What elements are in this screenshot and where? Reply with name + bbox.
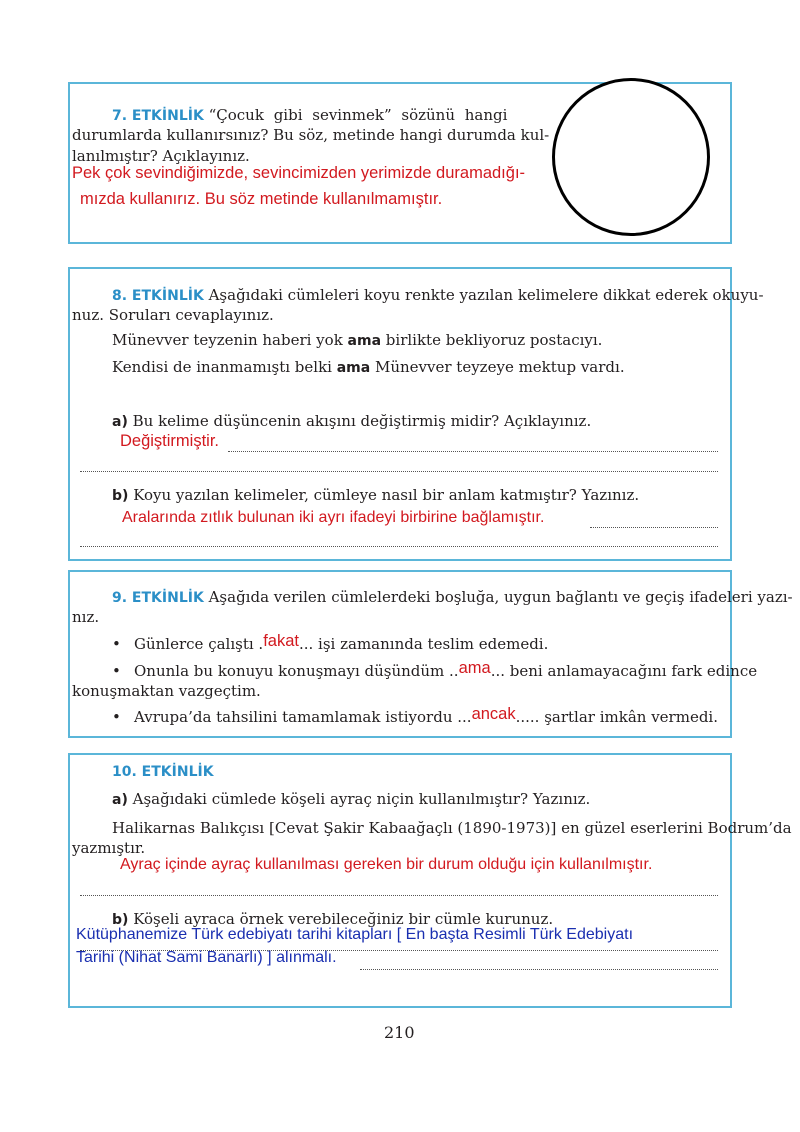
activity-9-bullet1: • Günlerce çalıştı .fakat... işi zamanında teslim edemedi. (112, 632, 549, 653)
activity-7-answer-line1: Pek çok sevindiğimizde, sevincimizden yerimizde duramadığı- (72, 164, 526, 182)
answer-line (228, 451, 718, 452)
bold-word-ama: ama (347, 333, 382, 349)
activity-10-number: 10. ETKİNLİK (112, 764, 214, 780)
activity-7-answer-line2: mızda kullanırız. Bu söz metinde kullanılmamıştır. (80, 190, 443, 208)
activity-7-line2: durumlarda kullanırsınız? Bu söz, metinde hangi durumda kul- (72, 126, 550, 144)
activity-7-line3: lanılmıştır? Açıklayınız. (72, 147, 250, 165)
fill-answer-ancak: ancak (471, 705, 516, 723)
activity-9-intro1: 9. ETKİNLİK Aşağıda verilen cümlelerdeki boşluğa, uygun bağlantı ve geçiş ifadeleri yazı- (112, 588, 793, 606)
activity-8-number: 8. ETKİNLİK (112, 288, 204, 304)
activity-9-bullet2: • Onunla bu konuyu konuşmayı düşündüm ..ama... beni anlamayacağını fark edince (112, 659, 758, 680)
activity-8-sentence1: Münevver teyzenin haberi yok ama birlikte bekliyoruz postacıyı. (112, 331, 603, 349)
page-number: 210 (384, 1023, 415, 1042)
activity-10-sentence-line1: Halikarnas Balıkçısı [Cevat Şakir Kabaağaçlı (1890-1973)] en güzel eserlerini Bodrum’da (112, 819, 792, 837)
answer-line (80, 895, 718, 896)
activity-8-answer-a: Değiştirmiştir. (120, 432, 220, 450)
activity-7-number: 7. ETKİNLİK (112, 108, 204, 124)
hand-drawn-circle (552, 78, 710, 236)
activity-8-question-b: b) Koyu yazılan kelimeler, cümleye nasıl bir anlam katmıştır? Yazınız. (112, 486, 640, 504)
activity-8-answer-b: Aralarında zıtlık bulunan iki ayrı ifadeyi birbirine bağlamıştır. (122, 509, 545, 526)
answer-line (80, 471, 718, 472)
activity-10-answer-b-line1: Kütüphanemize Türk edebiyatı tarihi kitapları [ En başta Resimli Türk Edebiyatı (76, 926, 634, 943)
activity-10-answer-a: Ayraç içinde ayraç kullanılması gereken bir durum olduğu için kullanılmıştır. (120, 856, 653, 873)
activity-8-intro1: 8. ETKİNLİK Aşağıdaki cümleleri koyu renkte yazılan kelimelere dikkat ederek okuyu- (112, 286, 764, 304)
activity-9-bullet2-line2: konuşmaktan vazgeçtim. (72, 682, 261, 700)
answer-line (360, 969, 718, 970)
answer-line (80, 950, 718, 951)
fill-answer-ama: ama (458, 659, 491, 677)
activity-8-intro2: nuz. Soruları cevaplayınız. (72, 306, 274, 324)
activity-10-sentence-line2: yazmıştır. (72, 839, 146, 857)
activity-10-question-b: b) Köşeli ayraca örnek verebileceğiniz bir cümle kurunuz. (112, 910, 554, 928)
activity-8-question-a: a) Bu kelime düşüncenin akışını değiştirmiş midir? Açıklayınız. (112, 412, 592, 430)
activity-9-number: 9. ETKİNLİK (112, 590, 204, 606)
activity-8-sentence2: Kendisi de inanmamıştı belki ama Münevver teyzeye mektup vardı. (112, 358, 625, 376)
activity-9-intro2: nız. (72, 608, 100, 626)
answer-line (80, 546, 718, 547)
fill-answer-fakat: fakat (263, 632, 299, 650)
activity-9-bullet3: • Avrupa’da tahsilini tamamlamak istiyordu ...ancak..... şartlar imkân vermedi. (112, 705, 718, 726)
activity-10-question-a: a) Aşağıdaki cümlede köşeli ayraç niçin kullanılmıştır? Yazınız. (112, 790, 591, 808)
activity-7-line1: 7. ETKİNLİK “Çocuk gibi sevinmek” sözünü hangi (112, 106, 508, 124)
activity-10-answer-b-line2: Tarihi (Nihat Sami Banarlı) ] alınmalı. (76, 949, 337, 966)
bold-word-ama: ama (336, 360, 371, 376)
answer-line (590, 527, 718, 528)
